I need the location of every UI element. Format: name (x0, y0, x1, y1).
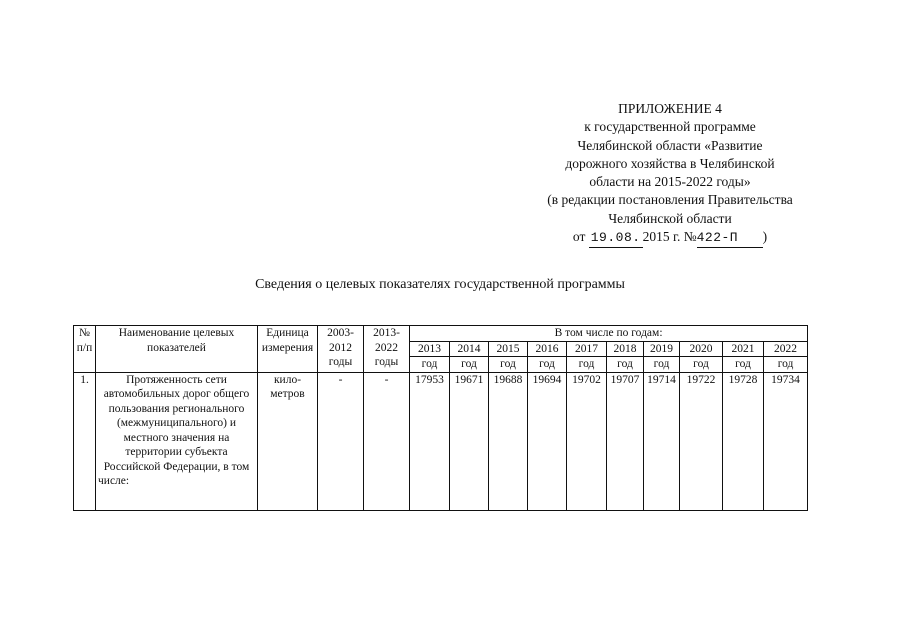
appendix-date-line (520, 228, 820, 248)
date-year: 2015 г. № (642, 229, 697, 245)
header-year-2019: 2019 (644, 341, 680, 357)
row-value-2016: 19694 (528, 372, 567, 510)
closing-paren: ) (762, 229, 768, 245)
row-period-2003-2012: - (318, 372, 364, 510)
header-year-suffix: год (528, 357, 567, 373)
row-value-2013: 17953 (410, 372, 450, 510)
row-value-2021: 19728 (723, 372, 764, 510)
appendix-line: дорожного хозяйства в Челябинской (565, 155, 775, 171)
appendix-title: ПРИЛОЖЕНИЕ 4 (618, 101, 722, 116)
row-value-2019: 19714 (644, 372, 680, 510)
row-period-2013-2022: - (364, 372, 410, 510)
appendix-line: Челябинской области «Развитие (577, 137, 763, 153)
row-value-2014: 19671 (450, 372, 489, 510)
header-year-2017: 2017 (567, 341, 607, 357)
header-row-1 (74, 326, 808, 342)
appendix-header (520, 100, 820, 248)
appendix-line: области на 2015-2022 годы» (589, 174, 751, 190)
header-year-2022: 2022 (764, 341, 808, 357)
header-year-2021: 2021 (723, 341, 764, 357)
header-unit: Единица измерения (258, 326, 318, 373)
row-value-2022: 19734 (764, 372, 808, 510)
appendix-line: (в редакции постановления Правительства (547, 192, 793, 208)
indicators-table (73, 325, 808, 511)
header-year-suffix: год (764, 357, 808, 373)
header-year-suffix: год (607, 357, 644, 373)
handwritten-number: 422-П (697, 229, 763, 248)
row-value-2017: 19702 (567, 372, 607, 510)
header-year-suffix: год (489, 357, 528, 373)
header-year-2014: 2014 (450, 341, 489, 357)
header-year-suffix: год (567, 357, 607, 373)
row-value-2018: 19707 (607, 372, 644, 510)
row-value-2015: 19688 (489, 372, 528, 510)
row-num: 1. (74, 372, 96, 510)
header-year-suffix: год (450, 357, 489, 373)
table-row (74, 372, 808, 510)
header-period-2003-2012: 2003-2012 годы (318, 326, 364, 373)
header-period-2013-2022: 2013-2022 годы (364, 326, 410, 373)
header-year-suffix: год (680, 357, 723, 373)
header-num: № п/п (74, 326, 96, 373)
row-unit: кило-метров (258, 372, 318, 510)
header-year-2018: 2018 (607, 341, 644, 357)
header-year-suffix: год (644, 357, 680, 373)
row-value-2020: 19722 (680, 372, 723, 510)
header-year-2016: 2016 (528, 341, 567, 357)
document-title: Сведения о целевых показателях государственной программы (255, 277, 625, 292)
header-year-2015: 2015 (489, 341, 528, 357)
header-year-suffix: год (723, 357, 764, 373)
header-year-2013: 2013 (410, 341, 450, 357)
handwritten-date: 19.08. (589, 229, 643, 248)
appendix-line: Челябинской области (608, 210, 732, 226)
header-by-years: В том числе по годам: (410, 326, 808, 342)
header-name: Наименование целевых показателей (96, 326, 258, 373)
header-year-suffix: год (410, 357, 450, 373)
row-indicator-name: Протяженность сети автомобильных дорог общего пользования регионального (межмуниципального) и местного значения на территории субъекта Российской Федерации, в том числе: (96, 372, 258, 510)
header-year-2020: 2020 (680, 341, 723, 357)
appendix-line: к государственной программе (584, 119, 756, 135)
date-prefix: от (572, 229, 586, 245)
